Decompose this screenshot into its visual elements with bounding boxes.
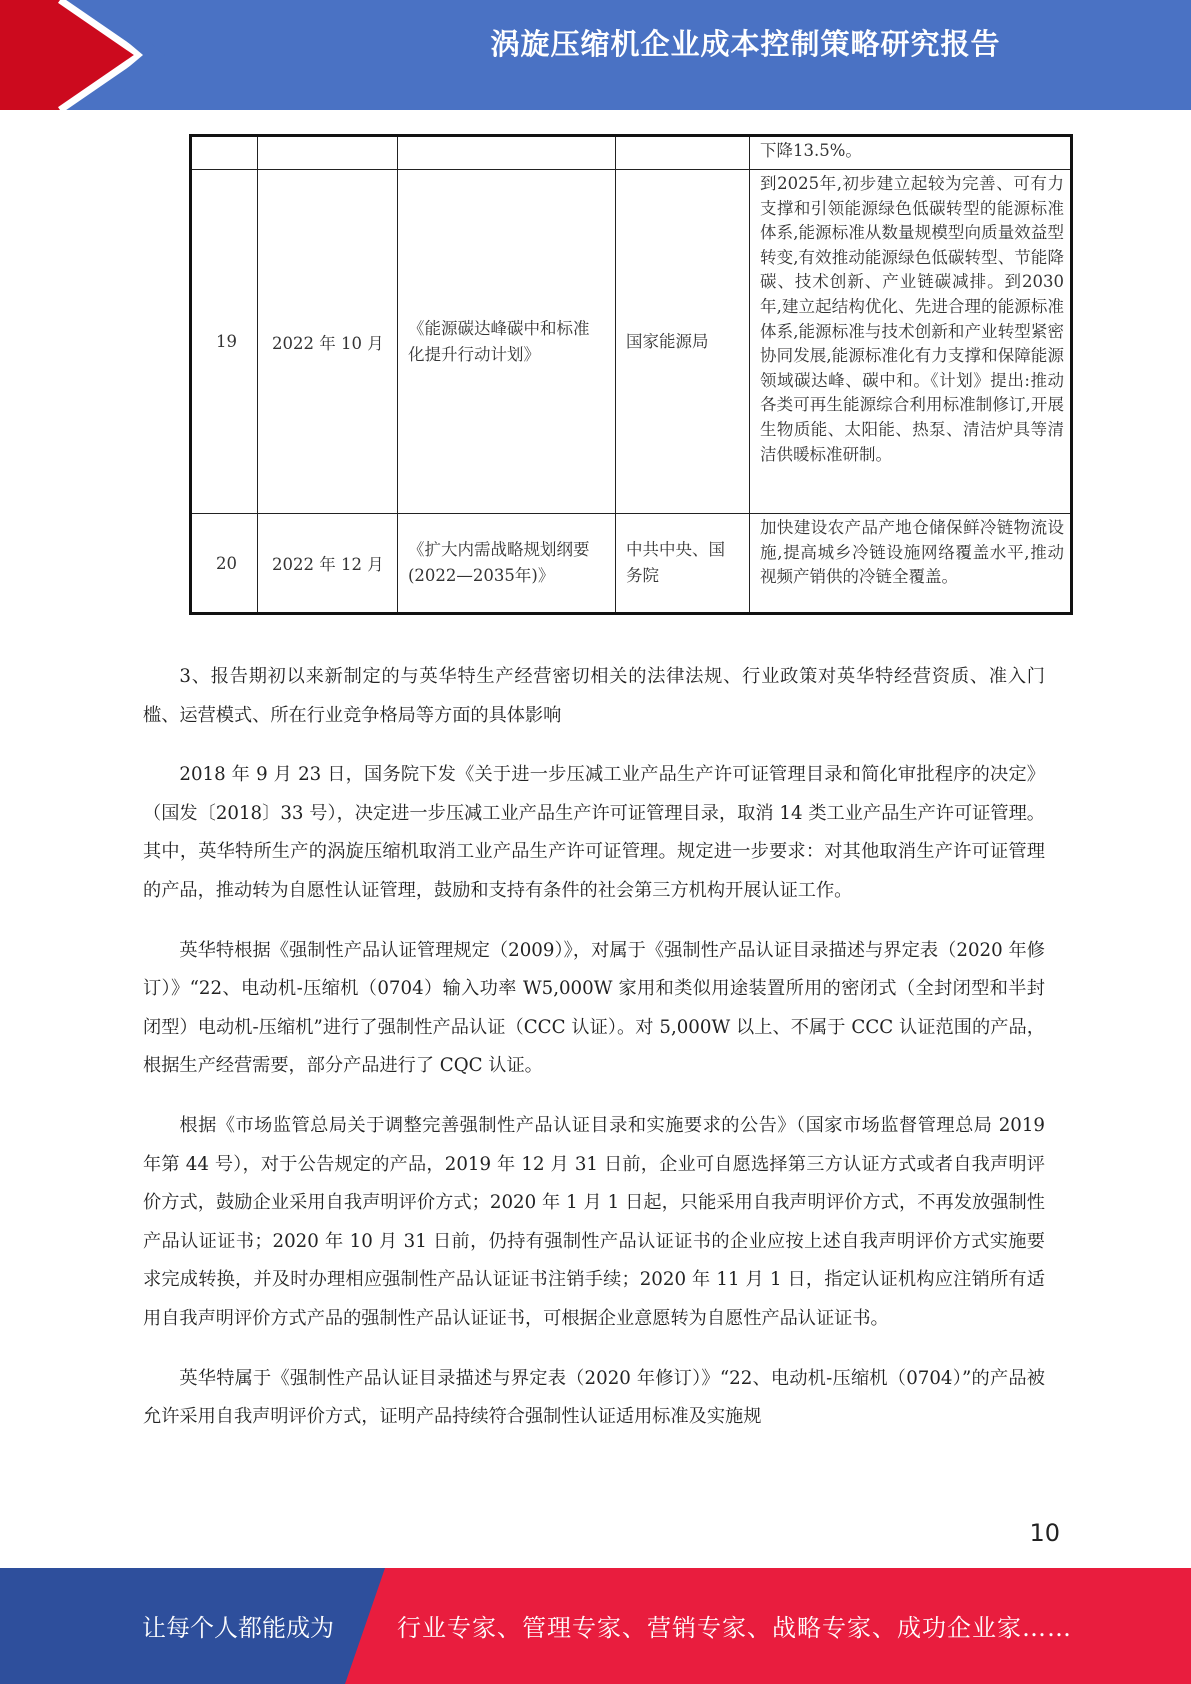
page-footer bbox=[0, 1568, 1191, 1684]
cell-no: 19 bbox=[191, 170, 258, 514]
policy-table bbox=[189, 134, 1073, 615]
body-paragraph: 根据《市场监管总局关于调整完善强制性产品认证目录和实施要求的公告》（国家市场监督管理总局 2019 年第 44 号），对于公告规定的产品，2019 年 12 月 31 日前，企业可自愿选择第三方认证方式或者自我声明评价方式，鼓励企业采用自我声明评价方式；2020 年 1 月 1 日起，只能采用自我声明评价方式，不再发放强制性产品认证证书；2020 年 10 月 31 日前，仍持有强制性产品认证证书的企业应按上述自我声明评价方式实施要求完成转换，并及时办理相应强制性产品认证证书注销手续；2020 年 11 月 1 日，指定认证机构应注销所有适用自我声明评价方式产品的强制性产品认证证书，可根据企业意愿转为自愿性产品认证证书。 bbox=[143, 1114, 1045, 1329]
page-number: 10 bbox=[1029, 1519, 1060, 1547]
body-paragraph: 英华特属于《强制性产品认证目录描述与界定表（2020 年修订）》“22、电动机-压缩机（0704）”的产品被允许采用自我声明评价方式，证明产品持续符合强制性认证适用标准及实施规 bbox=[143, 1367, 1045, 1428]
cell-no: 20 bbox=[191, 514, 258, 614]
cell-issuer bbox=[616, 136, 750, 170]
table-row bbox=[191, 170, 1072, 514]
footer-slogan-left: 让每个人都能成为 bbox=[142, 1614, 334, 1642]
report-title: 涡旋压缩机企业成本控制策略研究报告 bbox=[490, 27, 1001, 61]
cell-name: 《扩大内需战略规划纲要(2022—2035年)》 bbox=[398, 514, 616, 614]
cell-date: 2022 年 10 月 bbox=[258, 170, 398, 514]
section-heading-paragraph: 3、报告期初以来新制定的与英华特生产经营密切相关的法律法规、行业政策对英华特经营资质、准入门槛、运营模式、所在行业竞争格局等方面的具体影响 bbox=[143, 666, 1045, 726]
body-text bbox=[143, 658, 1045, 1458]
cell-date bbox=[258, 136, 398, 170]
cell-content: 到2025年,初步建立起较为完善、可有力支撑和引领能源绿色低碳转型的能源标准体系,能源标准从数量规模型向质量效益型转变,有效推动能源绿色低碳转型、节能降碳、技术创新、产业链碳减排。到2030年,建立起结构优化、先进合理的能源标准体系,能源标准与技术创新和产业转型紧密协同发展,能源标准化有力支撑和保障能源领域碳达峰、碳中和。《计划》提出:推动各类可再生能源综合利用标准制修订,开展生物质能、太阳能、热泵、清洁炉具等清洁供暖标准研制。 bbox=[750, 170, 1072, 514]
table-row bbox=[191, 136, 1072, 170]
table-row bbox=[191, 514, 1072, 614]
cell-content: 加快建设农产品产地仓储保鲜冷链物流设施,提高城乡冷链设施网络覆盖水平,推动视频产销供的冷链全覆盖。 bbox=[750, 514, 1072, 614]
body-paragraph: 英华特根据《强制性产品认证管理规定（2009）》，对属于《强制性产品认证目录描述与界定表（2020 年修订）》“22、电动机-压缩机（0704）输入功率 W5,000W 家用和类似用途装置所用的密闭式（全封闭型和半封闭型）电动机-压缩机”进行了强制性产品认证（CCC 认证）。对 5,000W 以上、不属于 CCC 认证范围的产品，根据生产经营需要，部分产品进行了 CQC 认证。 bbox=[143, 939, 1045, 1077]
body-paragraph: 2018 年 9 月 23 日，国务院下发《关于进一步压减工业产品生产许可证管理目录和简化审批程序的决定》（国发〔2018〕33 号），决定进一步压减工业产品生产许可证管理目录，取消 14 类工业产品生产许可证管理。其中，英华特所生产的涡旋压缩机取消工业产品生产许可证管理。规定进一步要求：对其他取消生产许可证管理的产品，推动转为自愿性认证管理，鼓励和支持有条件的社会第三方机构开展认证工作。 bbox=[143, 764, 1045, 901]
page-header bbox=[0, 0, 1191, 110]
cell-date: 2022 年 12 月 bbox=[258, 514, 398, 614]
cell-issuer: 中共中央、国务院 bbox=[616, 514, 750, 614]
cell-issuer: 国家能源局 bbox=[616, 170, 750, 514]
cell-no bbox=[191, 136, 258, 170]
cell-name: 《能源碳达峰碳中和标准化提升行动计划》 bbox=[398, 170, 616, 514]
cell-name bbox=[398, 136, 616, 170]
cell-content: 下降13.5%。 bbox=[750, 136, 1072, 170]
footer-slogan-right: 行业专家、管理专家、营销专家、战略专家、成功企业家…… bbox=[397, 1614, 1072, 1642]
